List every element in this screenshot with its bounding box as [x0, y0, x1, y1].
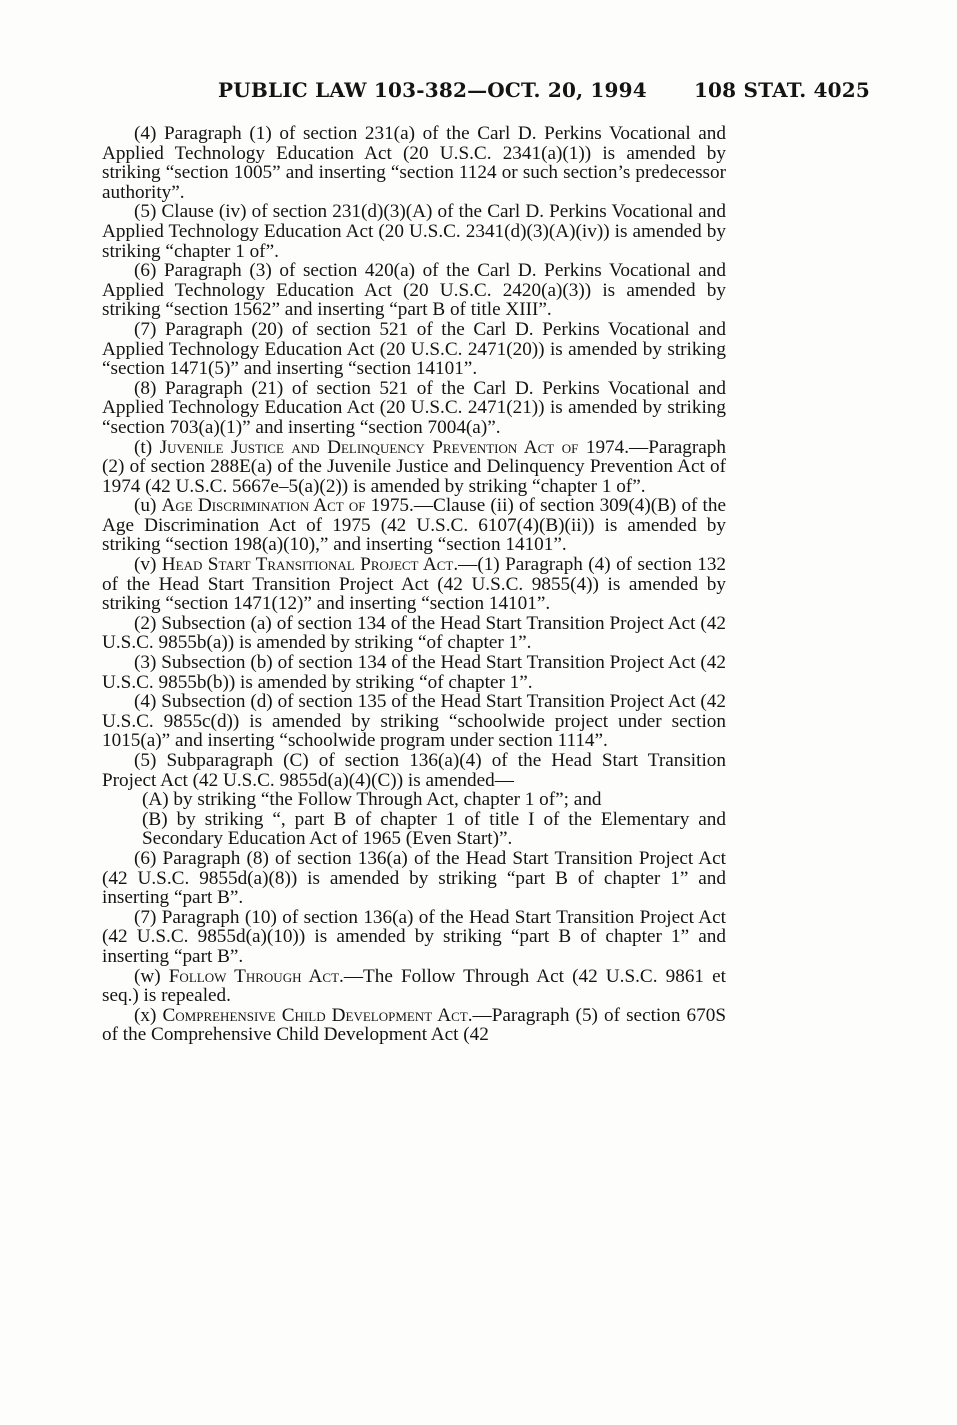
paragraph: (5) Clause (iv) of section 231(d)(3)(A) of the Carl D. Perkins Vocational and Applied Technology Education Act (20 U.S.C. 2341(d)(3)(A)(iv)) is amended by striking “chapter 1 of”. — [102, 201, 726, 262]
header-title: PUBLIC LAW 103-382—OCT. 20, 1994 — [218, 78, 647, 102]
running-header — [218, 78, 870, 106]
paragraph: (6) Paragraph (8) of section 136(a) of the Head Start Transition Project Act (42 U.S.C. 9855d(a)(8)) is amended by striking “part B of chapter 1” and inserting “part B”. — [102, 847, 726, 909]
subsection-heading: Head Start Transitional Project Act. — [161, 554, 459, 576]
subsection-text: —Clause (ii) of section 309(4)(B) of the Age Discrimination Act of 1975 (42 U.S.C. 6107(4)(B)(ii)) is amended by striking “section 198(a)(10),” and inserting “section 14101”. — [102, 495, 727, 556]
paragraph: (2) Subsection (a) of section 134 of the Head Start Transition Project Act (42 U.S.C. 9855b(a)) is amended by striking “of chapter 1”. — [102, 612, 726, 654]
paragraph: (8) Paragraph (21) of section 521 of the Carl D. Perkins Vocational and Applied Technology Education Act (20 U.S.C. 2471(21)) is amended by striking “section 703(a)(1)” and inserting “section 7004(a)”. — [102, 377, 726, 438]
paragraph: (5) Subparagraph (C) of section 136(a)(4) of the Head Start Transition Project Act (42 U.S.C. 9855d(a)(4)(C)) is amended— — [102, 750, 726, 791]
clause: (B) by striking “, part B of chapter 1 of title I of the Elementary and Secondary Education Act of 1965 (Even Start)”. — [142, 808, 726, 850]
subsection-text: —The Follow Through Act (42 U.S.C. 9861 et seq.) is repealed. — [102, 965, 726, 1007]
subsection-label: (x) — [134, 1004, 163, 1026]
subsection-heading: Age Discrimination Act of 1975. — [161, 495, 414, 517]
subsection-label: (v) — [134, 554, 162, 576]
paragraph: (4) Paragraph (1) of section 231(a) of the Carl D. Perkins Vocational and Applied Technology Education Act (20 U.S.C. 2341(a)(1)) is amended by striking “section 1005” and inserting “section 1124 or such section’s predecessor authority”. — [102, 123, 726, 203]
header-stat-citation: 108 STAT. 4025 — [693, 78, 870, 102]
subsection — [102, 496, 726, 555]
subsection-text: —(1) Paragraph (4) of section 132 of the Head Start Transition Project Act (42 U.S.C. 9855(4)) is amended by striking “section 1471(12)” and inserting “section 14101”. — [102, 554, 727, 615]
clause: (A) by striking “the Follow Through Act, chapter 1 of”; and — [142, 789, 602, 811]
subsection-heading: Comprehensive Child Development Act. — [162, 1004, 473, 1026]
paragraph: (3) Subsection (b) of section 134 of the Head Start Transition Project Act (42 U.S.C. 9855b(b)) is amended by striking “of chapter 1”. — [102, 652, 726, 693]
subsection-text: —Paragraph (2) of section 288E(a) of the Juvenile Justice and Delinquency Prevention Act of 1974 (42 U.S.C. 5667e–5(a)(2)) is amended by striking “chapter 1 of”. — [102, 436, 726, 497]
subsection-label: (w) — [134, 965, 169, 987]
subsection-heading: Juvenile Justice and Delinquency Prevention Act of 1974. — [159, 436, 630, 458]
subsection — [102, 555, 726, 614]
paragraph: (7) Paragraph (20) of section 521 of the Carl D. Perkins Vocational and Applied Technology Education Act (20 U.S.C. 2471(20)) is amended by striking “section 1471(5)” and inserting “section 14101”. — [102, 318, 726, 380]
body-text — [102, 124, 726, 1045]
subsection — [102, 967, 726, 1006]
subsection-label: (t) — [134, 436, 160, 458]
paragraph: (4) Subsection (d) of section 135 of the Head Start Transition Project Act (42 U.S.C. 9855c(d)) is amended by striking “schoolwide project under section 1015(a)” and inserting “schoolwide program under section 1114”. — [102, 691, 726, 752]
subsection — [102, 438, 726, 497]
subsection — [102, 1006, 726, 1045]
paragraph: (7) Paragraph (10) of section 136(a) of the Head Start Transition Project Act (42 U.S.C. 9855d(a)(10)) is amended by striking “part B of chapter 1” and inserting “part B”. — [102, 906, 726, 967]
subsection-label: (u) — [134, 495, 162, 517]
subsection-heading: Follow Through Act. — [168, 965, 344, 987]
paragraph: (6) Paragraph (3) of section 420(a) of the Carl D. Perkins Vocational and Applied Technology Education Act (20 U.S.C. 2420(a)(3)) is amended by striking “section 1562” and inserting “part B of title XIII”. — [102, 260, 726, 321]
subsection-text: —Paragraph (5) of section 670S of the Comprehensive Child Development Act (42 — [102, 1004, 726, 1046]
